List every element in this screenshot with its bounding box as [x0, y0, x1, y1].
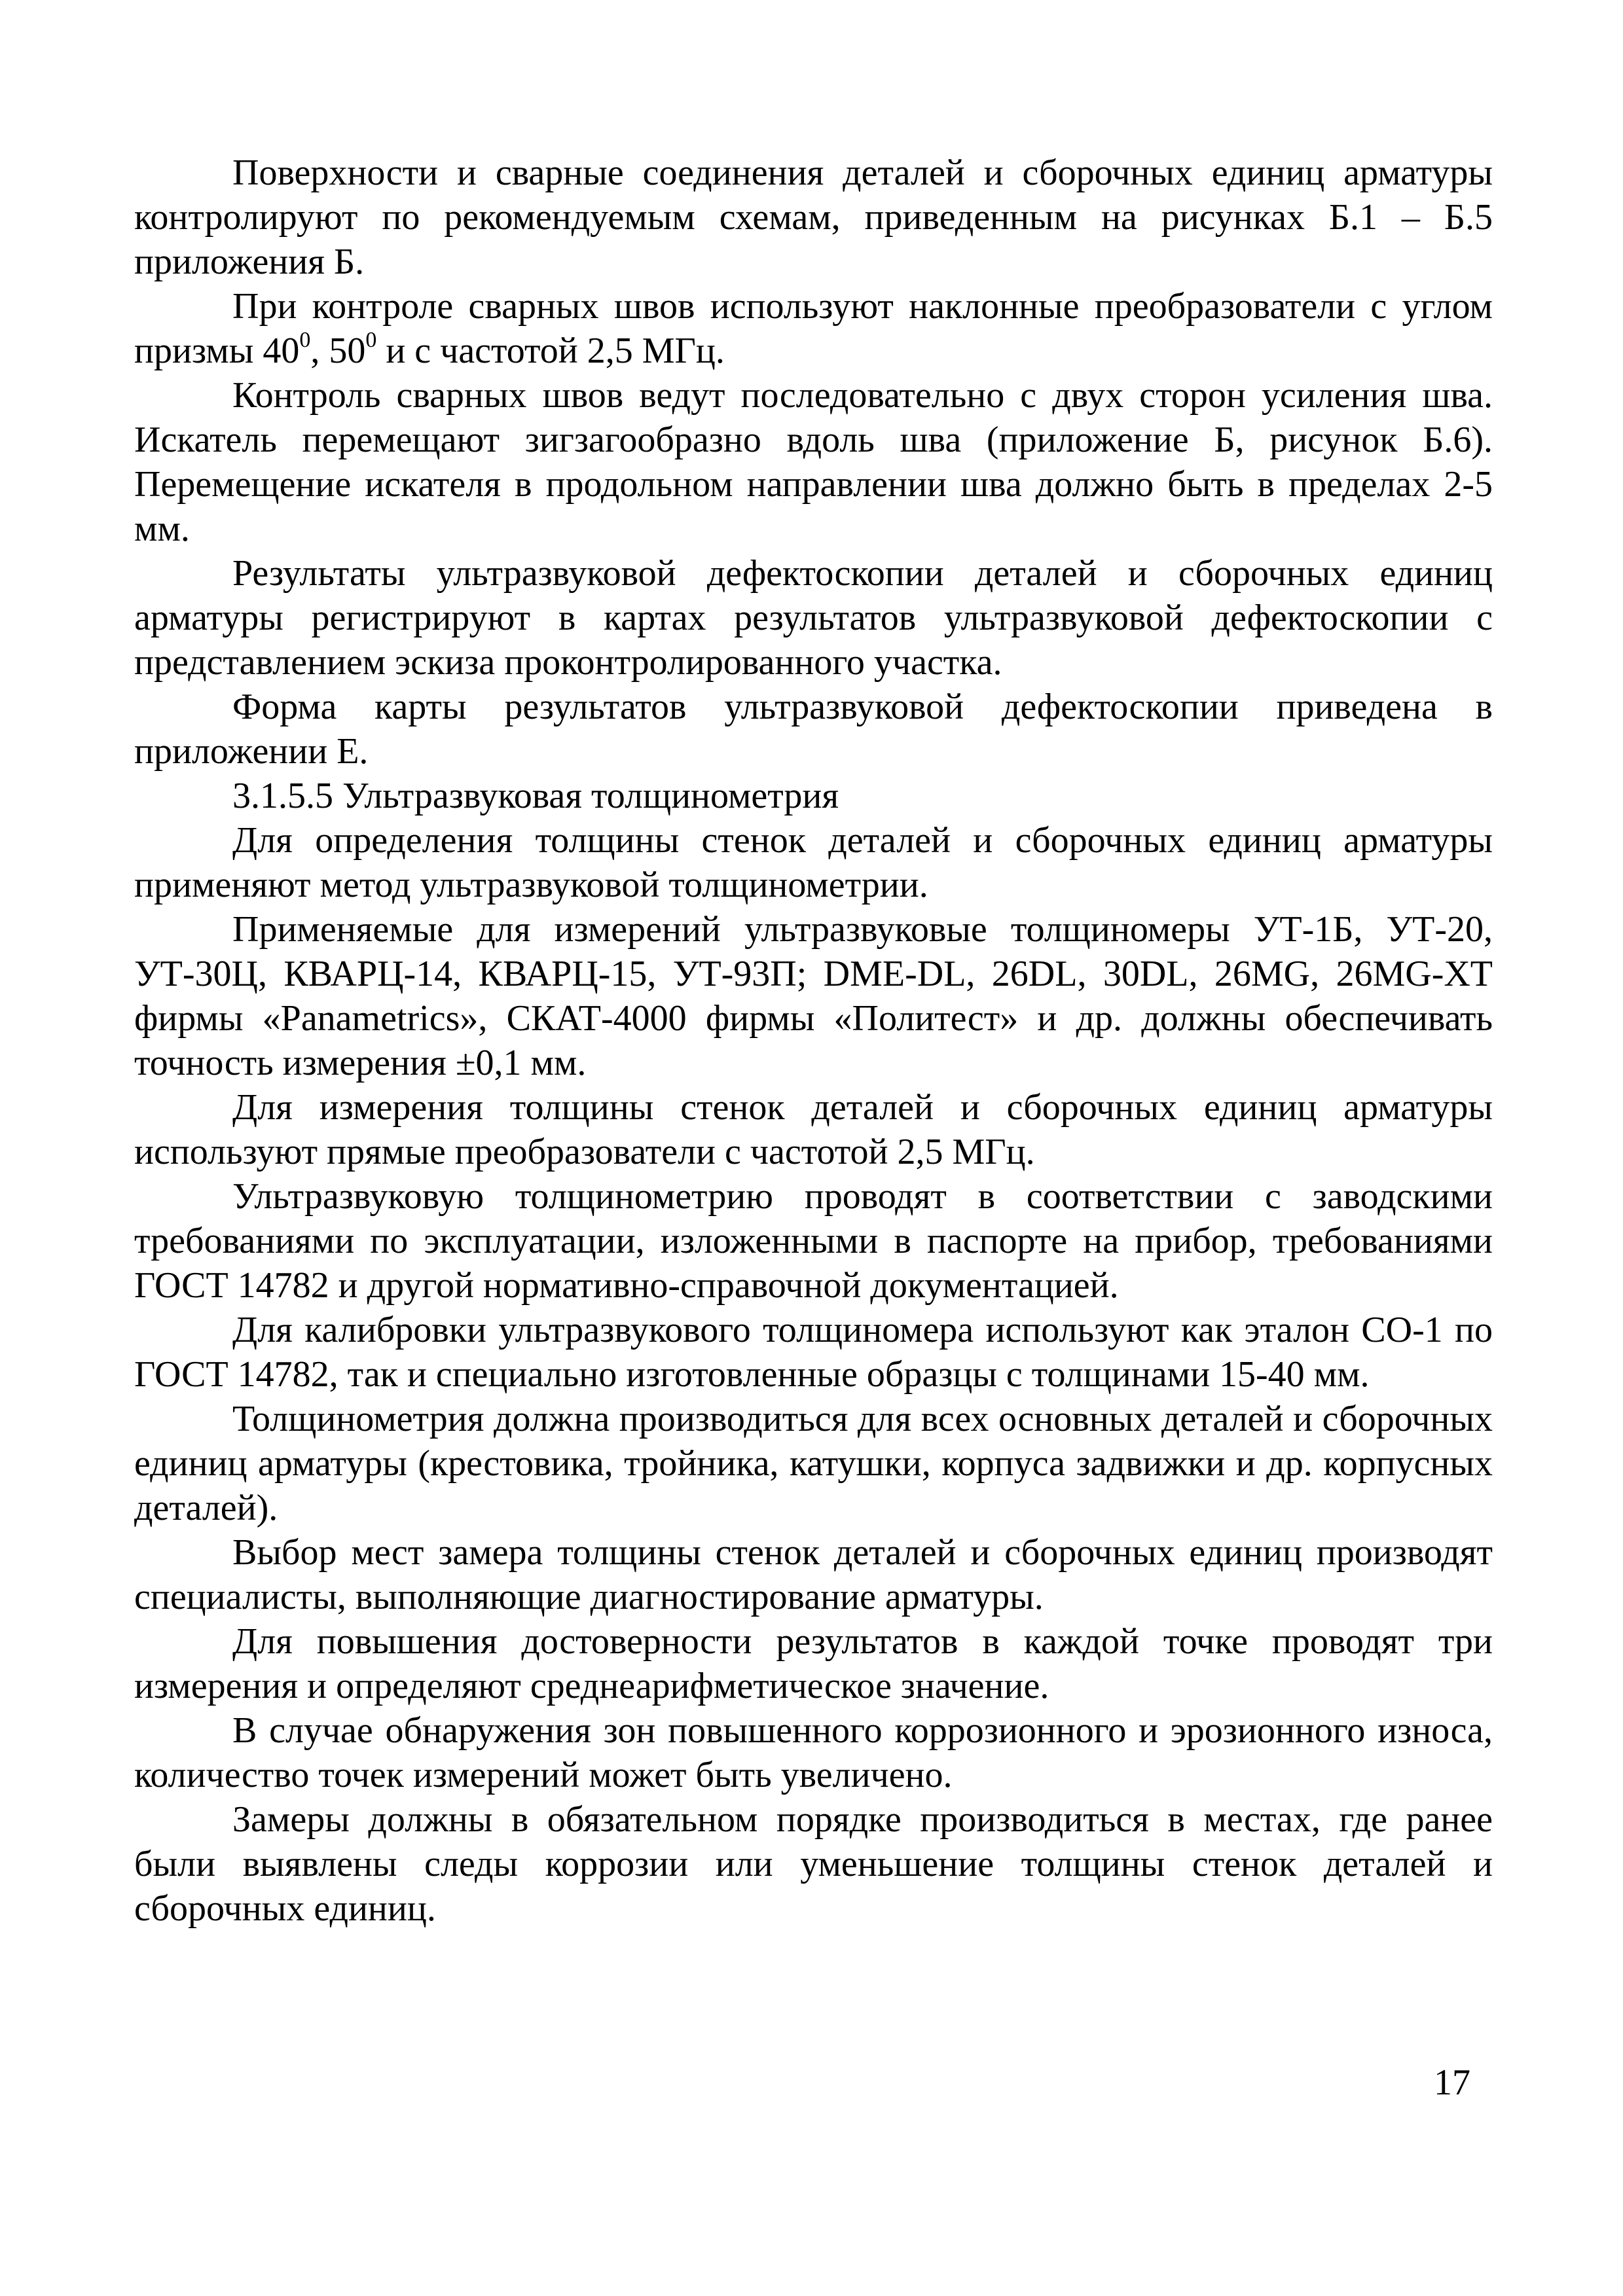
paragraph-13: Выбор мест замера толщины стенок деталей и сборочных единиц производят специалисты, выполняющие диагностирование арматуры. — [134, 1532, 1493, 1617]
paragraph-15: В случае обнаружения зон повышенного коррозионного и эрозионного износа, количество точек измерений может быть увеличено. — [134, 1710, 1493, 1795]
document-body — [134, 151, 1493, 1931]
paragraph-9: Для измерения толщины стенок деталей и сборочных единиц арматуры используют прямые преобразователи с частотой 2,5 МГц. — [134, 1087, 1493, 1172]
paragraph-12: Толщинометрия должна производиться для всех основных деталей и сборочных единиц арматуры (крестовика, тройника, катушки, корпуса задвижки и др. корпусных деталей). — [134, 1399, 1493, 1528]
page-number: 17 — [1434, 2062, 1470, 2103]
paragraph-3: Контроль сварных швов ведут последовательно с двух сторон усиления шва. Искатель перемещают зигзагообразно вдоль шва (приложение Б, рисунок Б.6). Перемещение искателя в продольном направлении шва должно быть в пределах 2-5 мм. — [134, 375, 1493, 549]
paragraph-16: Замеры должны в обязательном порядке производиться в местах, где ранее были выявлены следы коррозии или уменьшение толщины стенок деталей и сборочных единиц. — [134, 1799, 1493, 1929]
paragraph-2-part1: При контроле сварных швов используют наклонные преобразователи с углом призмы 40 — [134, 286, 1493, 371]
paragraph-10: Ультразвуковую толщинометрию проводят в соответствии с заводскими требованиями по эксплуатации, изложенными в паспорте на прибор, требованиями ГОСТ 14782 и другой нормативно-справочной документацией. — [134, 1176, 1493, 1306]
paragraph-8: Применяемые для измерений ультразвуковые толщиномеры УТ-1Б, УТ-20, УТ-30Ц, КВАРЦ-14, КВАРЦ-15, УТ-93П; DME-DL, 26DL, 30DL, 26MG, 26MG-XT фирмы «Panametrics», СКАТ-4000 фирмы «Политест» и др. должны обеспечивать точность измерения ±0,1 мм. — [134, 909, 1493, 1083]
paragraph-4: Результаты ультразвуковой дефектоскопии деталей и сборочных единиц арматуры регистрируют в картах результатов ультразвуковой дефектоскопии с представлением эскиза проконтролированного участка. — [134, 553, 1493, 683]
paragraph-2-part2: , 50 — [310, 331, 366, 371]
paragraph-2 — [134, 284, 1493, 373]
section-heading: 3.1.5.5 Ультразвуковая толщинометрия — [232, 776, 839, 816]
degree-superscript-1: 0 — [299, 328, 311, 353]
paragraph-14: Для повышения достоверности результатов в каждой точке проводят три измерения и определяют среднеарифметическое значение. — [134, 1621, 1493, 1706]
paragraph-2-part3: и с частотой 2,5 МГц. — [376, 331, 725, 371]
paragraph-7: Для определения толщины стенок деталей и сборочных единиц арматуры применяют метод ультразвуковой толщинометрии. — [134, 820, 1493, 905]
paragraph-11: Для калибровки ультразвукового толщиномера используют как эталон СО-1 по ГОСТ 14782, так и специально изготовленные образцы с толщинами 15-40 мм. — [134, 1310, 1493, 1395]
degree-superscript-2: 0 — [365, 328, 377, 353]
paragraph-5: Форма карты результатов ультразвуковой дефектоскопии приведена в приложении Е. — [134, 687, 1493, 772]
paragraph-1: Поверхности и сварные соединения деталей и сборочных единиц арматуры контролируют по рекомендуемым схемам, приведенным на рисунках Б.1 – Б.5 приложения Б. — [134, 152, 1493, 282]
